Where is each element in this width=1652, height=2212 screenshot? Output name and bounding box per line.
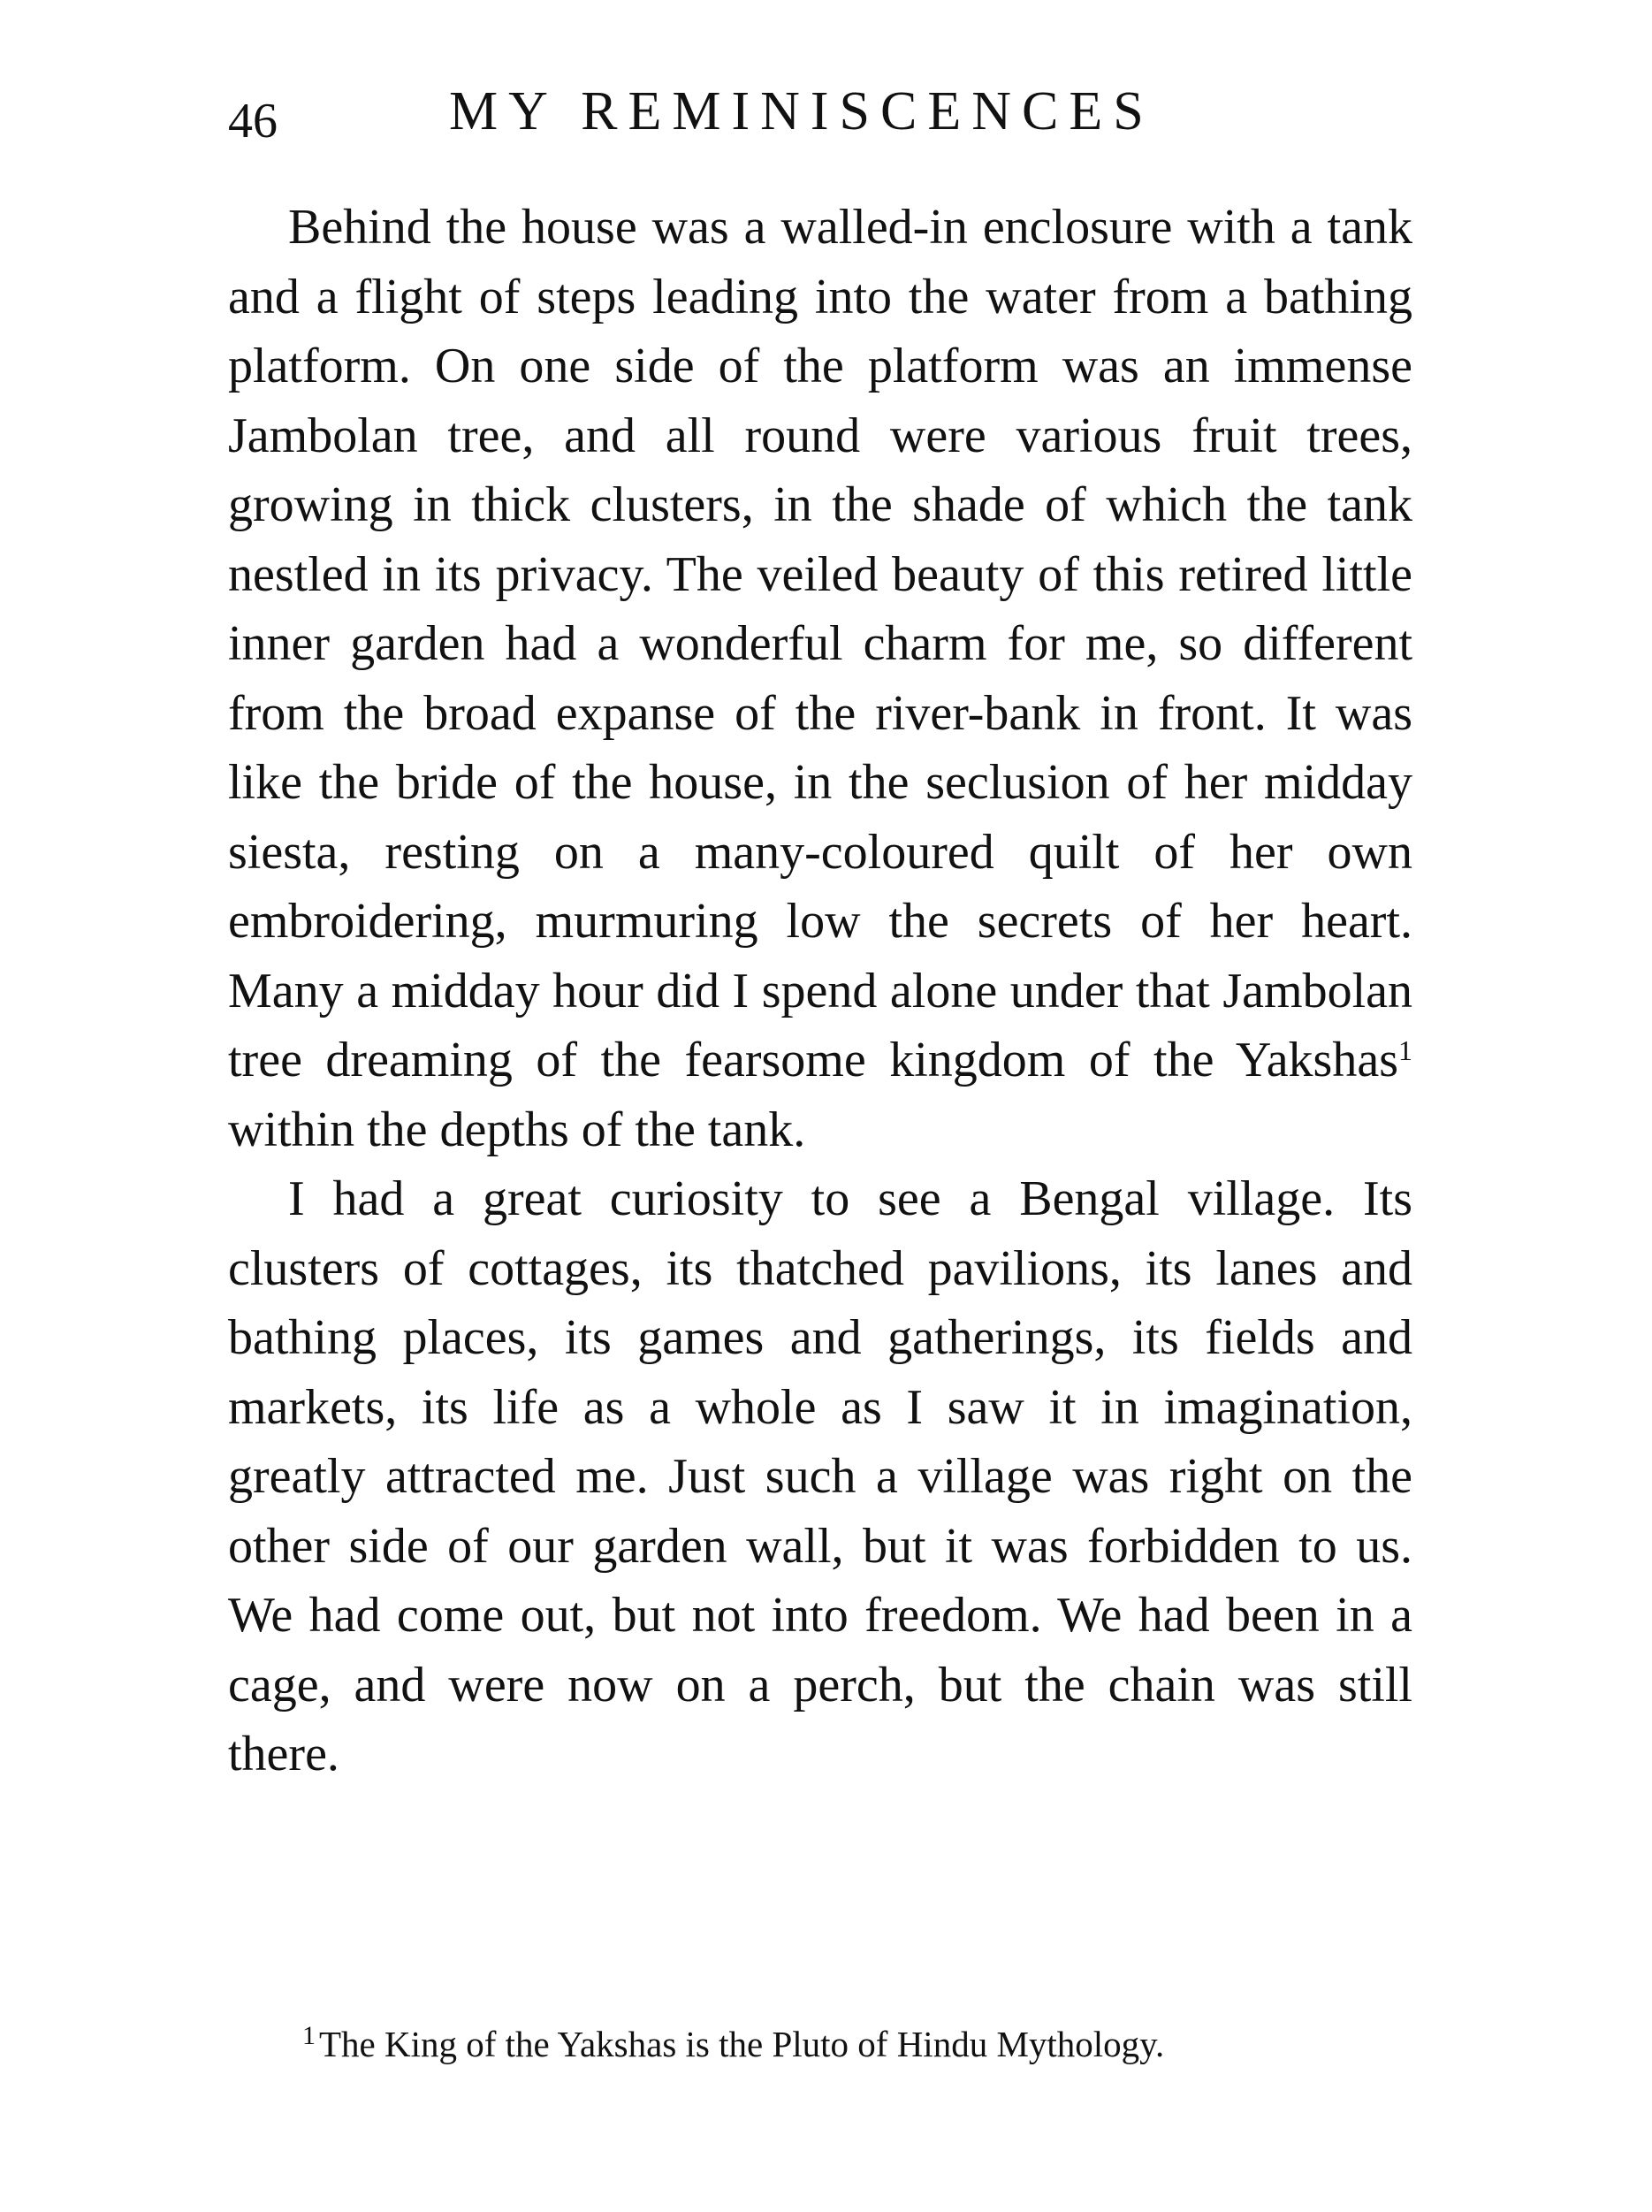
footnote-reference: 1 — [1398, 1034, 1412, 1066]
page-number: 46 — [228, 94, 278, 149]
paragraph — [228, 193, 1412, 1164]
paragraph-text-continued: within the depths of the tank. — [228, 1102, 806, 1157]
footnote — [228, 2019, 1412, 2069]
paragraph: I had a great curiosity to see a Bengal village. Its clusters of cottages, its thatched pavilions, its lanes and bathing places, its games and gatherings, its fields and markets, its life as a whole as I saw it in imagination, greatly attracted me. Just such a village was right on the other side of our garden wall, but it was forbidden to us. We had come out, but not into freedom. We had been in a cage, and were now on a perch, but the chain was still there. — [228, 1171, 1412, 1781]
page-header — [228, 78, 1412, 149]
footnote-marker: 1 — [302, 2021, 316, 2050]
paragraph-text: Behind the house was a walled-in enclosure with a tank and a flight of steps leading into the water from a bathing platform. On one side of the platform was an immense Jambolan tree, and all round were various fruit trees, growing in thick clusters, in the shade of which the tank nestled in its privacy. The veiled beauty of this retired little inner garden had a wonderful charm for me, so different from the broad expanse of the river-bank in front. It was like the bride of the house, in the seclusion of her midday siesta, resting on a many-coloured quilt of her own embroidering, murmuring low the secrets of her heart. Many a midday hour did I spend alone under that Jambolan tree dreaming of the fearsome kingdom of the Yakshas — [228, 200, 1412, 1087]
body-text — [228, 193, 1412, 1789]
running-title: MY REMINISCENCES — [449, 81, 1154, 141]
footnote-text: The King of the Yakshas is the Pluto of Hindu Mythology. — [319, 2024, 1165, 2064]
